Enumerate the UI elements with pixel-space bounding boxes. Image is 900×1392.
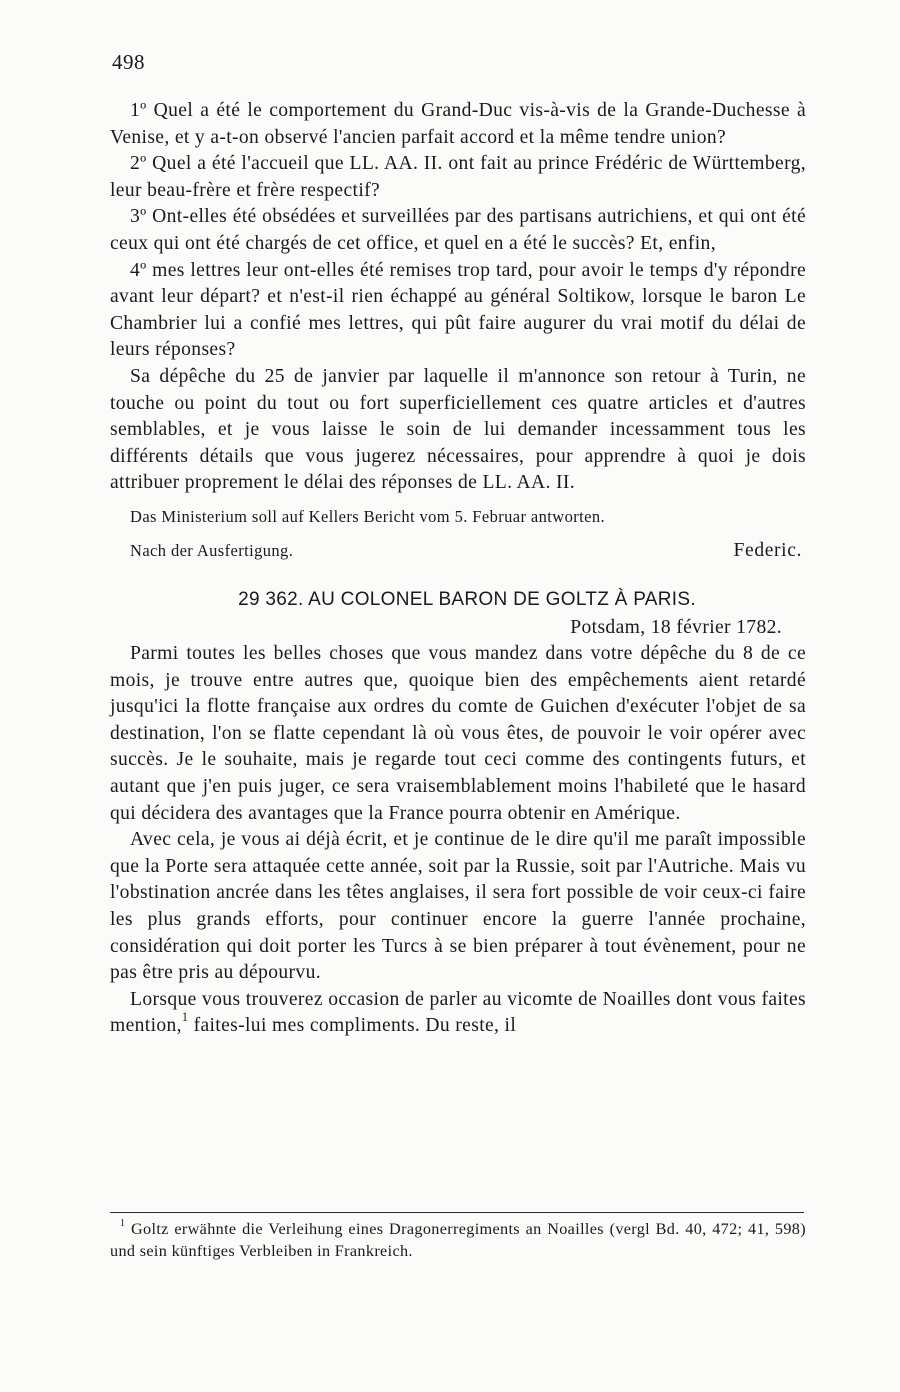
letter-paragraph: Parmi toutes les belles choses que vous mandez dans votre dépêche du 8 de ce mois, je trouve entre autres que, quoique bien des empêchements aient retardé jusqu'ici la flotte française aux ordres du comte de Guichen d'exécuter l'objet de sa destination, l'on se flatte cependant là où vous êtes, de pouvoir le voir opérer avec succès. Je le souhaite, mais je regarde tout ceci comme des contingents futurs, et autant que j'en puis juger, ce sera vraisemblablement moins l'habileté que le hasard qui décidera des avantages que la France pourra obtenir en Amérique. <box>110 643 806 824</box>
footnote-marker: 1 <box>120 1217 126 1229</box>
ministerium-note: Das Ministerium soll auf Kellers Bericht vom 5. Februar antworten. <box>130 506 606 526</box>
closing-paragraph: Sa dépêche du 25 de janvier par laquelle il m'annonce son retour à Turin, ne touche ou point du tout ou fort superficiellement ces quatre articles et d'autres semblables, et je vous laisse le soin de lui demander incessamment tous les différents détails que vous jugerez nécessaires, pour apprendre à quoi je dois attribuer proprement le délai des réponses de LL. AA. II. <box>110 365 806 494</box>
body-text <box>110 98 806 1040</box>
letter-heading: 29 362. AU COLONEL BARON DE GOLTZ À PARIS. <box>238 588 696 610</box>
footnote-text: Goltz erwähnte die Verleihung eines Dragonerregiments an Noailles (vergl Bd. 40, 472; 41, 598) und sein künftiges Verbleiben in Frankreich. <box>110 1220 806 1260</box>
last-paragraph-text: faites-lui mes compliments. Du reste, il <box>188 1015 517 1037</box>
letter-paragraph: Avec cela, je vous ai déjà écrit, et je continue de le dire qu'il me paraît impossible que la Porte sera attaquée cette année, soit par la Russie, soit par l'Autriche. Mais vu l'obstination ancrée dans les têtes anglaises, il sera fort possible de voir ceux-ci faire les plus grands efforts, pour continuer encore la guerre l'année prochaine, considération qui doit porter les Turcs à se bien préparer à tout évènement, pour ne pas être pris au dépourvu. <box>110 829 806 984</box>
letter-paragraph-last <box>110 987 806 1040</box>
question-1: 1º Quel a été le comportement du Grand-Duc vis-à-vis de la Grande-Duchesse à Venise, et y a-t-on observé l'ancien parfait accord et la même tendre union? <box>110 100 806 148</box>
last-paragraph-text: Lorsque vous trouverez occasion de parler au vicomte de Noailles dont vous faites mention, <box>110 988 806 1037</box>
question-3: 3º Ont-elles été obsédées et surveillées par des partisans autrichiens, et qui ont été ceux qui ont été chargés de cet office, et quel en a été le succès? Et, enfin, <box>110 206 806 254</box>
footnote-divider <box>110 1212 804 1213</box>
place-date: Potsdam, 18 février 1782. <box>570 616 782 638</box>
question-2: 2º Quel a été l'accueil que LL. AA. II. ont fait au prince Frédéric de Württemberg, leur beau-frère et frère respectif? <box>110 153 806 201</box>
page-number: 498 <box>112 50 145 74</box>
footnote-reference: 1 <box>181 1010 189 1025</box>
ausfertigung-row <box>110 538 806 565</box>
question-4: 4º mes lettres leur ont-elles été remises trop tard, pour avoir le temps d'y répondre avant leur départ? et n'est-il rien échappé au général Soltikow, lorsque le baron Le Chambrier lui a confié mes lettres, qui pût faire augurer du vrai motif du délai de leurs réponses? <box>110 259 806 361</box>
ausfertigung-note: Nach der Ausfertigung. <box>130 540 294 560</box>
footnote <box>110 1219 806 1262</box>
signature: Federic. <box>733 539 802 561</box>
